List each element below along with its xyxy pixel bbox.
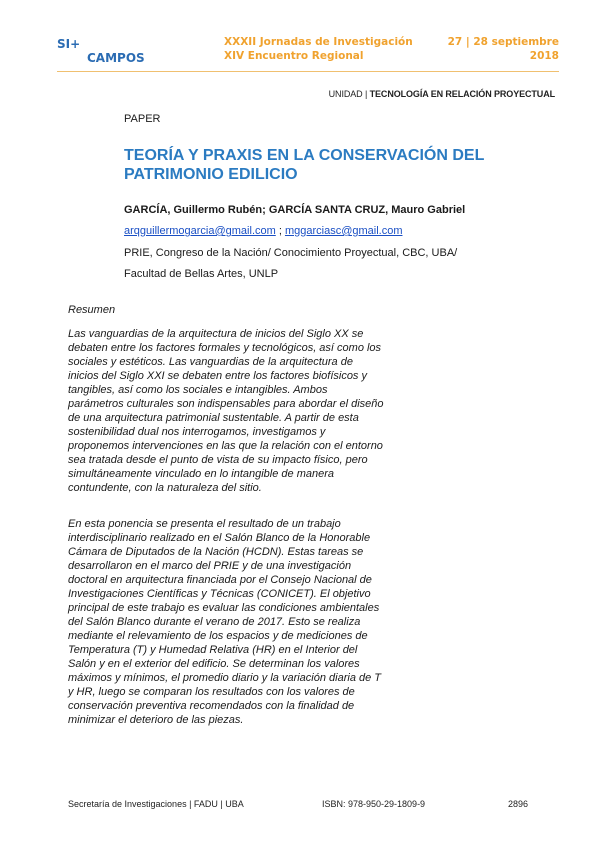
page-number: 2896 xyxy=(508,799,529,809)
event-title xyxy=(224,35,413,63)
footer-isbn: ISBN: 978-950-29-1809-9 xyxy=(322,799,426,809)
dates-line1: 27 | 28 septiembre xyxy=(447,36,559,48)
footer-institution: Secretaría de Investigaciones | FADU | UBA xyxy=(68,799,244,809)
siplus-campos-logo xyxy=(57,37,145,65)
unit-topic: TECNOLOGÍA EN RELACIÓN PROYECTUAL xyxy=(369,89,555,99)
email-link-2[interactable]: mggarciasc@gmail.com xyxy=(284,225,403,237)
paper-authors: GARCÍA, Guillermo Rubén; GARCÍA SANTA CRUZ, Mauro Gabriel xyxy=(124,204,466,216)
affiliation xyxy=(124,243,544,285)
dates-line2: 2018 xyxy=(529,50,559,62)
event-dates xyxy=(448,35,559,63)
affiliation-line2: Facultad de Bellas Artes, UNLP xyxy=(124,268,279,280)
unit-prefix: UNIDAD xyxy=(328,89,363,99)
author-emails xyxy=(124,225,402,237)
unit-label xyxy=(329,89,555,99)
logo-line2: CAMPOS xyxy=(87,51,145,65)
email-link-1[interactable]: arqguillermogarcia@gmail.com xyxy=(124,225,276,237)
paper-label: PAPER xyxy=(124,113,161,125)
event-line1: XXXII Jornadas de Investigación xyxy=(224,36,413,48)
email-separator: ; xyxy=(275,225,285,237)
abstract-heading: Resumen xyxy=(68,304,116,316)
logo-line1: SI+ xyxy=(57,37,81,51)
event-line2: XIV Encuentro Regional xyxy=(224,50,364,62)
header-divider xyxy=(57,71,559,72)
abstract-paragraph-1: Las vanguardias de la arquitectura de inicios del Siglo XX se debaten entre los factores formales y tecnológicos, así como los sociales y estéticos. Las vanguardias de la arquitectura de inicios del Siglo XXI se debaten entre los factores biofísicos y tangibles, así como los sociales e intangibles. Ambos parámetros culturales son indispensables para abordar el diseño de una arquitectura patrimonial sustentable. A partir de esta sostenibilidad dual nos interrogamos, investigamos y proponemos intervenciones en las que la relación con el entorno sea tratada desde el punto de vista de su impacto físico, pero simultáneamente vinculado en lo intangible de manera contundente, con la naturaleza del sitio. xyxy=(68,328,384,494)
paper-title: TEORÍA Y PRAXIS EN LA CONSERVACIÓN DEL PATRIMONIO EDILICIO xyxy=(124,147,485,183)
unit-separator: | xyxy=(364,89,368,99)
abstract-paragraph-2: En esta ponencia se presenta el resultado de un trabajo interdisciplinario realizado en el Salón Blanco de la Honorable Cámara de Diputados de la Nación (HCDN). Estas tareas se desarrollaron en el marco del PRIE y de una investigación doctoral en arquitectura financiada por el Consejo Nacional de Investigaciones Científicas y Técnicas (CONICET). El objetivo principal de este trabajo es evaluar las condiciones ambientales del Salón Blanco durante el verano de 2017. Esto se realiza mediante el relevamiento de los espacios y de mediciones de Temperatura (T) y Humedad Relativa (HR) en el Interior del Salón y en el exterior del edificio. Se determinan los valores máximos y mínimos, el promedio diario y la variación diaria de T y HR, luego se comparan los resultados con los valores de conservación preventiva recomendados con la finalidad de minimizar el deterioro de las piezas. xyxy=(68,518,382,726)
affiliation-line1: PRIE, Congreso de la Nación/ Conocimiento Proyectual, CBC, UBA/ xyxy=(124,247,458,259)
